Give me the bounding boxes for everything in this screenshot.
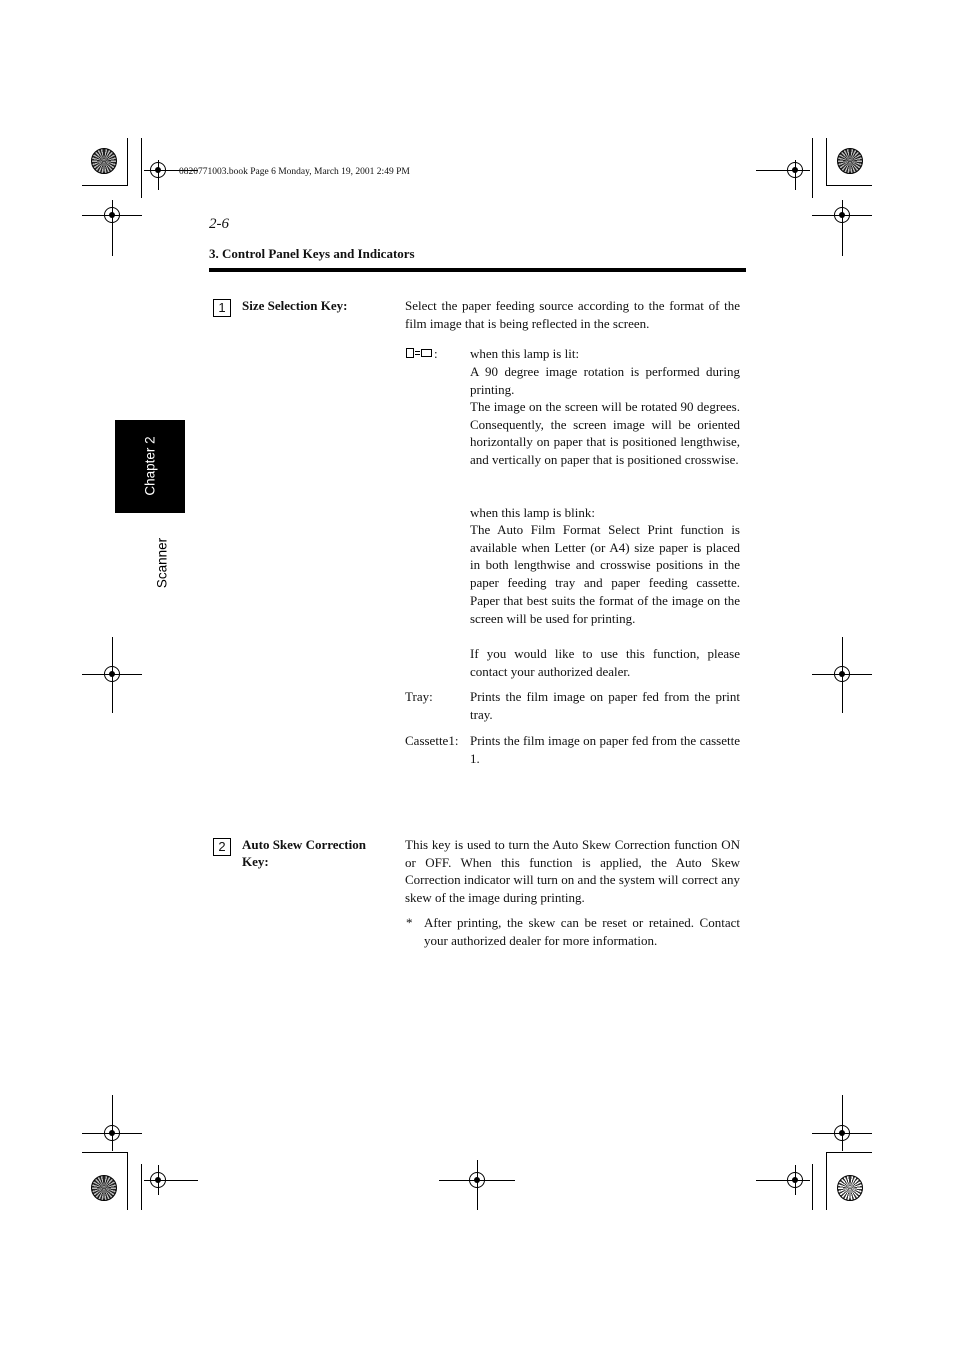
note-marker: * (406, 915, 413, 930)
crop-line (141, 1164, 142, 1210)
blink-heading: when this lamp is blink: (470, 505, 595, 520)
crop-line (826, 1152, 827, 1210)
crop-line (82, 1152, 128, 1153)
crop-line (842, 1095, 843, 1151)
auto-skew-note: After printing, the skew can be reset or retained. Contact your authorized dealer for more information. (424, 915, 740, 948)
crop-line (141, 138, 142, 198)
crop-line (812, 138, 813, 198)
print-file-info: 0820771003.book Page 6 Monday, March 19, 2001 2:49 PM (179, 167, 410, 177)
lamp-colon: : (434, 346, 438, 361)
crop-line (127, 1152, 128, 1210)
lit-text-orientation: The image on the screen will be rotated 90 degrees. Consequently, the screen image will be oriented horizontally on paper that is positioned lengthwise, and vertically on paper that is positioned crosswise. (470, 399, 740, 468)
side-label-text: Scanner (154, 537, 170, 589)
tray-term: Tray: (405, 689, 433, 704)
cassette-description: Prints the film image on paper fed from the cassette 1. (470, 733, 740, 766)
crop-line (82, 185, 128, 186)
crop-line (127, 138, 128, 186)
color-rosette-top-right (837, 148, 863, 174)
crop-line (795, 1165, 796, 1195)
size-selection-intro: Select the paper feeding source according to the format of the film image that is being reflected in the screen. (405, 298, 740, 331)
crop-line (112, 637, 113, 713)
lit-text-rotation: A 90 degree image rotation is performed during printing. (470, 364, 740, 397)
color-rosette-bottom-right (837, 1175, 863, 1201)
color-rosette-bottom-left (91, 1175, 117, 1201)
tray-description: Prints the film image on paper fed from the print tray. (470, 689, 740, 722)
cassette-term: Cassette1: (405, 733, 459, 748)
color-rosette-top-left (91, 148, 117, 174)
crop-line (826, 138, 827, 186)
size-rotation-lamp-icon (406, 348, 432, 358)
crop-line (158, 160, 159, 190)
section-title: 3. Control Panel Keys and Indicators (209, 246, 415, 261)
chapter-tab (115, 420, 185, 513)
page-number: 2-6 (209, 216, 229, 232)
lit-heading: when this lamp is lit: (470, 346, 580, 361)
side-section-label (150, 528, 174, 598)
blink-text-auto-format: The Auto Film Format Select Print function is available when Letter (or A4) size paper is placed in both lengthwise and crosswise positions in the paper feeding tray and paper feeding cassette. Paper that best suits the format of the image on the screen will be used for printing. (470, 522, 740, 626)
crop-line (826, 1152, 872, 1153)
crop-line (826, 185, 872, 186)
crop-line (756, 1180, 810, 1181)
crop-line (112, 200, 113, 256)
chapter-label: Chapter 2 (142, 436, 158, 496)
crop-line (842, 200, 843, 256)
key-title-size-selection: Size Selection Key: (242, 298, 348, 313)
crop-line (795, 160, 796, 190)
crop-line (842, 637, 843, 713)
crop-line (112, 1095, 113, 1151)
key-number-2: 2 (213, 838, 231, 856)
auto-skew-intro: This key is used to turn the Auto Skew Correction function ON or OFF. When this function is applied, the Auto Skew Correction indicator will turn on and the system will correct any skew of the image during printing. (405, 837, 740, 906)
crop-line (756, 170, 810, 171)
crop-line (158, 1165, 159, 1195)
key-number-1: 1 (213, 299, 231, 317)
crop-line (812, 1164, 813, 1210)
key-title-auto-skew: Auto Skew Correction Key: (242, 837, 366, 869)
crop-line (144, 1180, 198, 1181)
blink-text-contact: If you would like to use this function, please contact your authorized dealer. (470, 646, 740, 679)
crop-line (477, 1160, 478, 1210)
title-rule (209, 268, 746, 272)
